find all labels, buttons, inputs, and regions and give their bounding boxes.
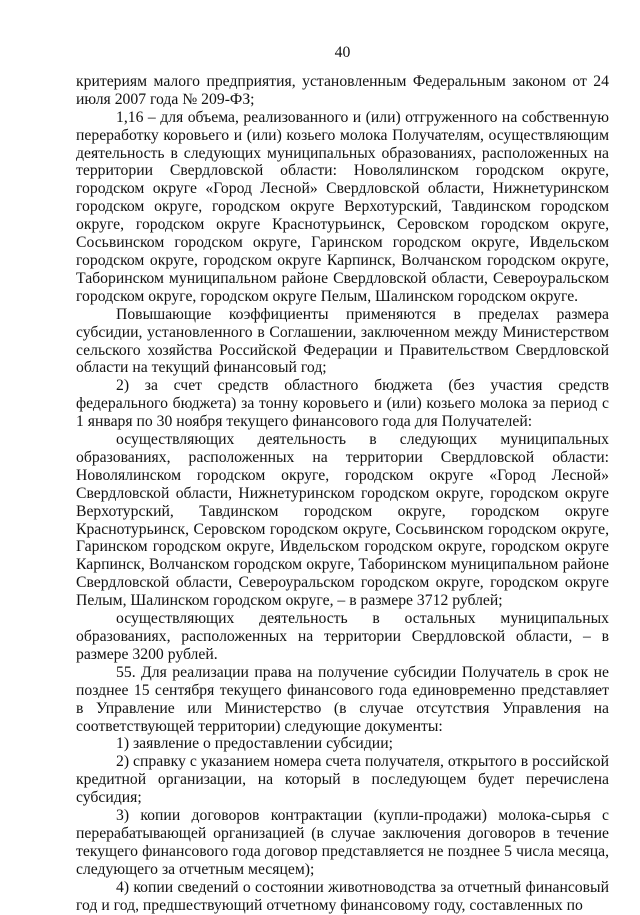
paragraph: 3) копии договоров контрактации (купли-продажи) молока-сырья с перерабатывающей организацией (в случае заключения договоров в течение текущего финансового года договор представляется не позднее 5 числа месяца, следующего за отчетным месяцем); <box>76 807 609 878</box>
paragraph: 1,16 – для объема, реализованного и (или) отгруженного на собственную переработку коровьего и (или) козьего молока Получателям, осуществляющим деятельность в следующих муниципальных образованиях, расположенных на территории Свердловской области: Новолялинском городском округе, городском округе «Город Лесной» Свердловской области, Нижнетуринском городском округе, городском округе Верхотурский, Тавдинском городском округе, городском округе Краснотурьинск, Серовском городском округе, Сосьвинском городском округе, Гаринском городском округе, Ивдельском городском округе, городском округе Карпинск, Волчанском городском округе, Таборинском муниципальном районе Свердловской области, Североуральском городском округе, городском округе Пелым, Шалинском городском округе. <box>76 108 609 305</box>
paragraph: 4) копии сведений о состоянии животноводства за отчетный финансовый год и год, предшествующий отчетному финансовому году, составленных по <box>76 878 609 914</box>
paragraph: осуществляющих деятельность в остальных муниципальных образованиях, расположенных на территории Свердловской области, – в размере 3200 рублей. <box>76 610 609 663</box>
paragraph: критериям малого предприятия, установленным Федеральным законом от 24 июля 2007 года № 209-ФЗ; <box>76 72 609 108</box>
paragraph: осуществляющих деятельность в следующих муниципальных образованиях, расположенных на территории Свердловской области: Новолялинском городском округе, городском округе «Город Лесной» Свердловской области, Нижнетуринском городском округе, городском округе Верхотурский, Тавдинском городском округе, городском округе Краснотурьинск, Серовском городском округе, Сосьвинском городском округе, Гаринском городском округе, Ивдельском городском округе, городском округе Карпинск, Волчанском городском округе, Таборинском муниципальном районе Свердловской области, Североуральском городском округе, городском округе Пелым, Шалинском городском округе, – в размере 3712 рублей; <box>76 431 609 610</box>
document-page <box>76 44 609 915</box>
page-number: 40 <box>334 44 351 61</box>
paragraph: 55. Для реализации права на получение субсидии Получатель в срок не позднее 15 сентября текущего финансового года единовременно представляет в Управление или Министерство (в случае отсутствия Управления на соответствующей территории) следующие документы: <box>76 663 609 735</box>
paragraph: 2) за счет средств областного бюджета (без участия средств федерального бюджета) за тонну коровьего и (или) козьего молока за период с 1 января по 30 ноября текущего финансового года для Получателей: <box>76 377 609 431</box>
document-body <box>76 73 609 915</box>
paragraph: 2) справку с указанием номера счета получателя, открытого в российской кредитной организации, на который в последующем будет перечислена субсидия; <box>76 753 609 807</box>
paragraph: Повышающие коэффициенты применяются в пределах размера субсидии, установленного в Соглашении, заключенном между Министерством сельского хозяйства Российской Федерации и Правительством Свердловской области на текущий финансовый год; <box>76 305 609 377</box>
paragraph: 1) заявление о предоставлении субсидии; <box>116 735 393 753</box>
